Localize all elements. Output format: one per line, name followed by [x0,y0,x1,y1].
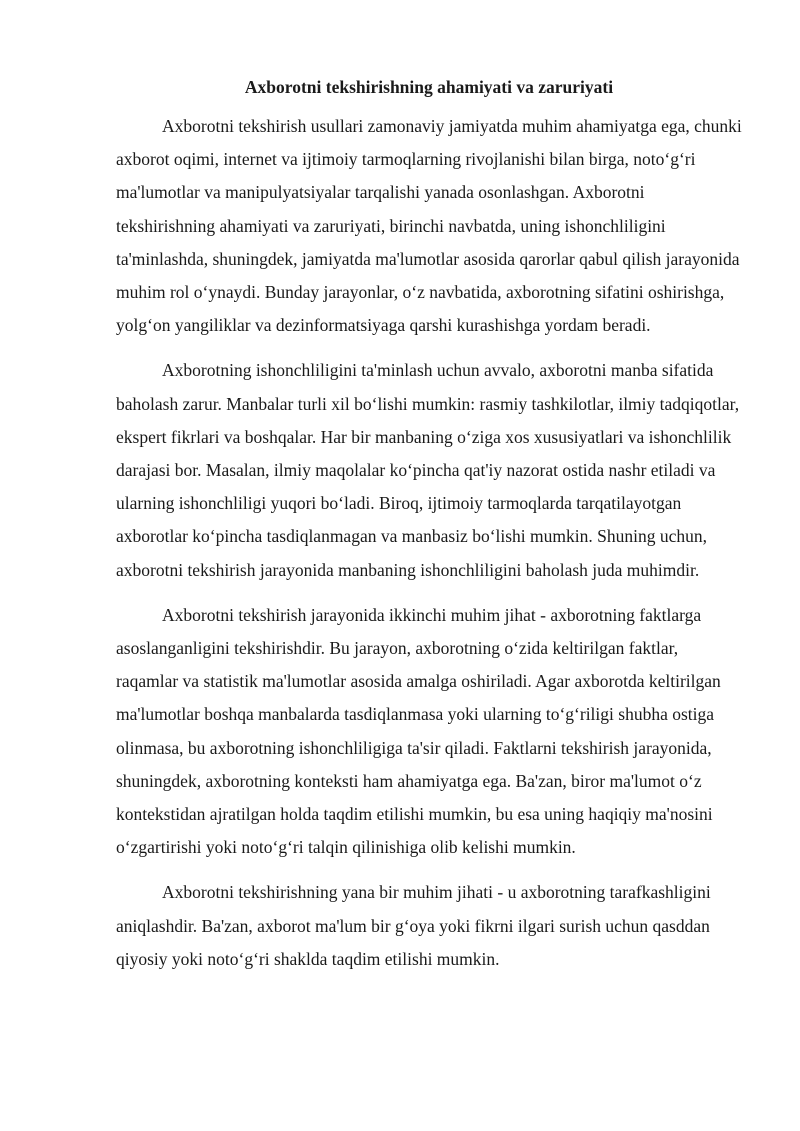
paragraph-3: Axborotni tekshirish jarayonida ikkinchi muhim jihat - axborotning faktlarga asoslanganligini tekshirishdir. Bu jarayon, axborotning o‘zida keltirilgan faktlar, raqamlar va statistik ma'lumotlar asosida amalga oshiriladi. Agar axborotda keltirilgan ma'lumotlar boshqa manbalarda tasdiqlanmasa yoki ularning to‘g‘riligi shubha ostiga olinmasa, bu axborotning ishonchliligiga ta'sir qiladi. Faktlarni tekshirish jarayonida, shuningdek, axborotning konteksti ham ahamiyatga ega. Ba'zan, biror ma'lumot o‘z kontekstidan ajratilgan holda taqdim etilishi mumkin, bu esa uning haqiqiy ma'nosini o‘zgartirishi yoki noto‘g‘ri talqin qilinishiga olib kelishi mumkin. [116,604,721,858]
paragraph-1: Axborotni tekshirish usullari zamonaviy jamiyatda muhim ahamiyatga ega, chunki axborot oqimi, internet va ijtimoiy tarmoqlarning rivojlanishi bilan birga, noto‘g‘ri ma'lumotlar va manipulyatsiyalar tarqalishi yanada osonlashgan. Axborotni tekshirishning ahamiyati va zaruriyati, birinchi navbatda, uning ishonchliligini ta'minlashda, shuningdek, jamiyatda ma'lumotlar asosida qarorlar qabul qilish jarayonida muhim rol o‘ynaydi. Bunday jarayonlar, o‘z navbatida, axborotning sifatini oshirishga, yolg‘on yangiliklar va dezinformatsiyaga qarshi kurashishga yordam beradi. [116,116,742,336]
paragraph-2: Axborotning ishonchliligini ta'minlash uchun avvalo, axborotni manba sifatida baholash zarur. Manbalar turli xil bo‘lishi mumkin: rasmiy tashkilotlar, ilmiy tadqiqotlar, ekspert fikrlari va boshqalar. Har bir manbaning o‘ziga xos xususiyatlari va ishonchlilik darajasi bor. Masalan, ilmiy maqolalar ko‘pincha qat'iy nazorat ostida nashr etiladi va ularning ishonchliligi yuqori bo‘ladi. Biroq, ijtimoiy tarmoqlarda tarqatilayotgan axborotlar ko‘pincha tasdiqlanmagan va manbasiz bo‘lishi mumkin. Shuning uchun, axborotni tekshirish jarayonida manbaning ishonchliligini baholash juda muhimdir. [116,360,740,580]
paragraph-4: Axborotni tekshirishning yana bir muhim jihati - u axborotning tarafkashligini aniqlashdir. Ba'zan, axborot ma'lum bir g‘oya yoki fikrni ilgari surish uchun qasddan qiyosiy yoki noto‘g‘ri shaklda taqdim etilishi mumkin. [116,882,711,969]
document-title: Axborotni tekshirishning ahamiyati va zaruriyati [244,77,614,97]
